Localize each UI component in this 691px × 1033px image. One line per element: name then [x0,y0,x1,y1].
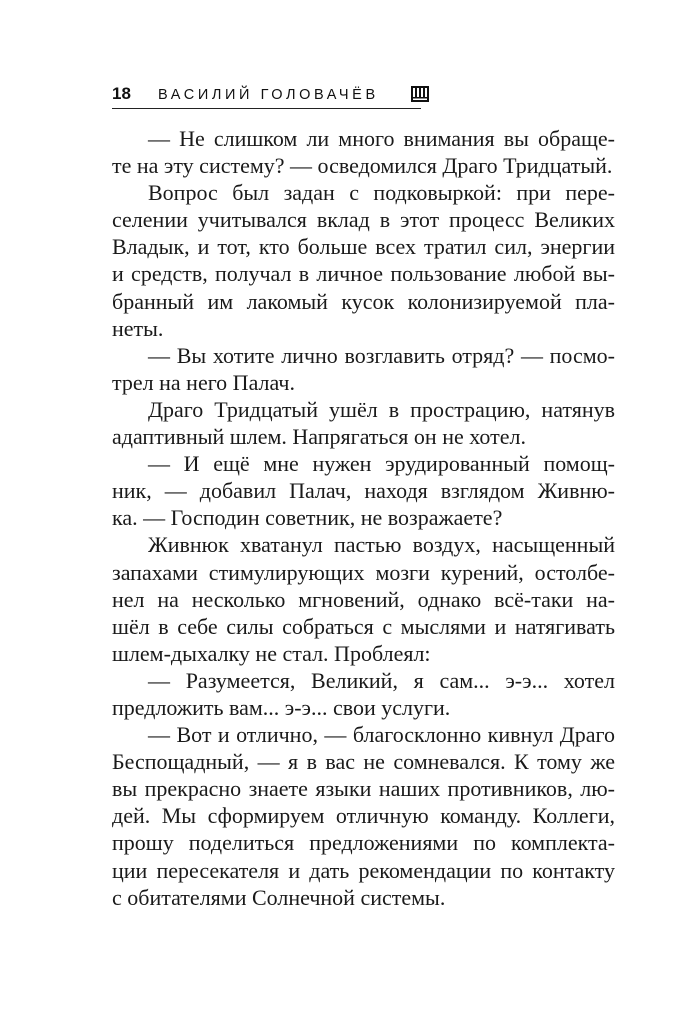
paragraph [112,342,615,396]
text-line: шёл в себе силы собраться с мыслями и натягивать [112,613,615,639]
text-line: — Вы хотите лично возглавить отряд? — посмо- [148,342,615,368]
paragraph [112,396,615,450]
text-line: бранный им лакомый кусок колонизируемой пла- [112,288,615,314]
text-line: с обитателями Солнечной системы. [112,884,446,910]
text-line: трел на него Палач. [112,369,295,395]
text-line: неты. [112,315,164,341]
text-line: — Не слишком ли много внимания вы обраще- [148,126,615,151]
text-line: нел на несколько мгновений, однако всё-таки на- [112,586,615,612]
text-line: селении учитывался вклад в этот процесс Великих [112,207,615,233]
text-line: — Вот и отлично, — благосклонно кивнул Драго [148,722,615,748]
text-line: Беспощадный, — я в вас не сомневался. К тому же [112,749,615,775]
text-line: те на эту систему? — осведомился Драго Тридцатый. [112,153,613,179]
running-header [112,84,432,108]
text-line: Вопрос был задан с подковыркой: при пере- [148,180,615,206]
paragraph [112,125,615,179]
text-line: — И ещё мне нужен эрудированный помощ- [148,451,615,477]
paragraph [112,721,615,911]
text-line: ник, — добавил Палач, находя взглядом Живню- [112,478,615,504]
text-line: запахами стимулирующих мозги курений, остолбе- [112,559,615,585]
text-line: адаптивный шлем. Напрягаться он не хотел. [112,424,526,450]
page-number: 18 [112,84,131,103]
text-line: дей. Мы сформируем отличную команду. Коллеги, [112,803,615,829]
text-line: ка. — Господин советник, не возражаете? [112,505,503,531]
text-line: ции пересекателя и дать рекомендации по контакту [112,857,615,883]
author-name: ВАСИЛИЙ ГОЛОВАЧЁВ [158,87,379,103]
publisher-logo-icon [411,86,429,102]
paragraph [112,667,615,721]
text-line: шлем-дыхалку не стал. Проблеял: [112,640,431,666]
text-line: и средств, получал в личное пользование любой вы- [112,261,615,287]
text-line: предложить вам... э-э... свои услуги. [112,694,451,720]
paragraph [112,450,615,531]
body-text [112,125,615,911]
text-line: Живнюк хватанул пастью воздух, насыщенный [148,532,615,558]
header-rule [112,108,421,109]
text-line: Драго Тридцатый ушёл в прострацию, натянув [148,396,615,422]
paragraph [112,179,615,342]
text-line: прошу поделиться предложениями по комплекта- [112,830,615,856]
text-line: — Разумеется, Великий, я сам... э-э... хотел [148,667,615,693]
text-line: вы прекрасно знаете языки наших противников, лю- [112,776,615,802]
text-line: Владык, и тот, кто больше всех тратил сил, энергии [112,234,615,260]
paragraph [112,531,615,666]
